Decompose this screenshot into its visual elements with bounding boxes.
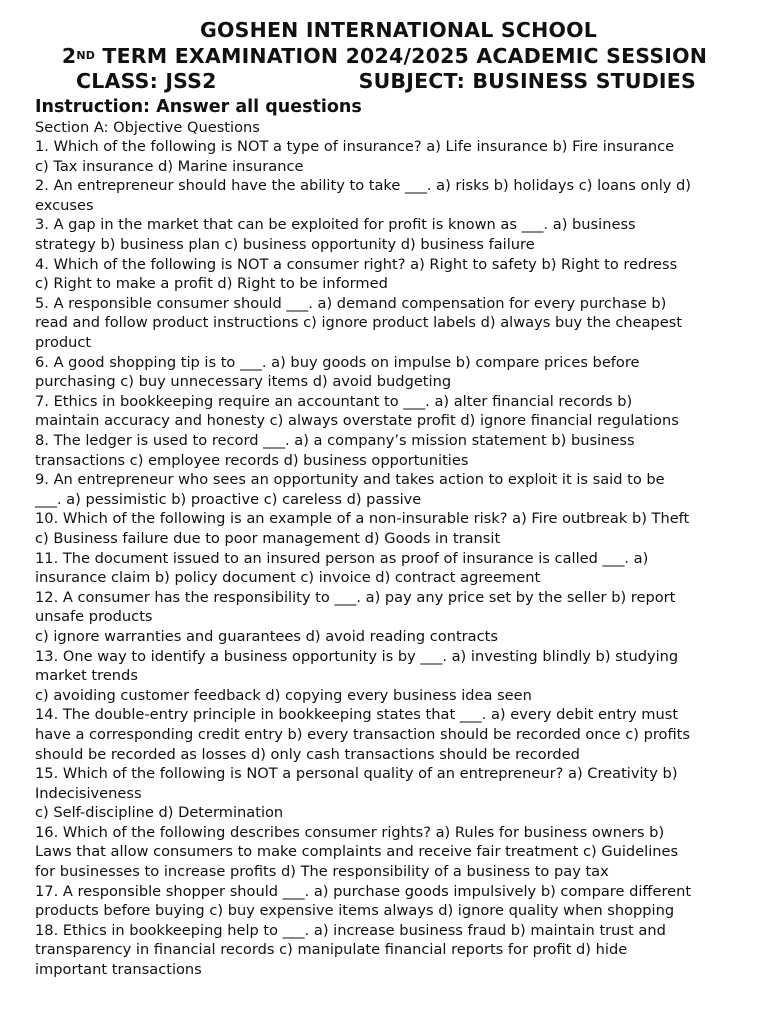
question-line: 3. A gap in the market that can be exploited for profit is known as ___. a) business (35, 216, 636, 234)
question-line: c) Tax insurance d) Marine insurance (35, 157, 304, 175)
question-line: 9. An entrepreneur who sees an opportunity and takes action to exploit it is said to be (35, 471, 665, 489)
question-line: 4. Which of the following is NOT a consumer right? a) Right to safety b) Right to redress (35, 255, 678, 273)
question-line: have a corresponding credit entry b) every transaction should be recorded once c) profits (35, 725, 690, 743)
question-line: 15. Which of the following is NOT a personal quality of an entrepreneur? a) Creativity b) (35, 765, 678, 783)
subject-label: SUBJECT: BUSINESS STUDIES (358, 69, 696, 93)
instruction: Instruction: Answer all questions (35, 96, 362, 117)
questions-body (35, 118, 734, 980)
question-line: strategy b) business plan c) business opportunity d) business failure (35, 236, 535, 254)
question-line: 18. Ethics in bookkeeping help to ___. a) increase business fraud b) maintain trust and (35, 921, 666, 939)
question-line: 8. The ledger is used to record ___. a) a company’s mission statement b) business (35, 432, 635, 449)
question-line: Laws that allow consumers to make complaints and receive fair treatment c) Guidelines (35, 843, 679, 861)
question-line: purchasing c) buy unnecessary items d) avoid budgeting (35, 373, 452, 391)
question-line: 10. Which of the following is an example of a non-insurable risk? a) Fire outbreak b) Theft (35, 510, 690, 528)
question-line: c) avoiding customer feedback d) copying every business idea seen (35, 686, 532, 704)
question-line: 11. The document issued to an insured person as proof of insurance is called ___. a) (35, 549, 649, 567)
question-line: for businesses to increase profits d) The responsibility of a business to pay tax (35, 863, 609, 881)
exam-title-line (35, 44, 734, 70)
question-line: products before buying c) buy expensive items always d) ignore quality when shopping (35, 902, 675, 920)
class-label: CLASS: JSS2 (76, 69, 217, 93)
question-lines (35, 137, 734, 980)
question-line: product (35, 334, 92, 352)
question-line: read and follow product instructions c) ignore product labels d) always buy the cheapest (35, 314, 683, 332)
question-line: excuses (35, 196, 94, 214)
question-line: 13. One way to identify a business opportunity is by ___. a) investing blindly b) studying (35, 647, 679, 665)
question-line: c) ignore warranties and guarantees d) avoid reading contracts (35, 627, 498, 645)
question-line: 2. An entrepreneur should have the ability to take ___. a) risks b) holidays c) loans only d) (35, 177, 691, 195)
question-line: unsafe products (35, 608, 153, 626)
question-line: c) Business failure due to poor management d) Goods in transit (35, 529, 501, 547)
question-line: important transactions (35, 961, 202, 979)
question-line: 17. A responsible shopper should ___. a) purchase goods impulsively b) compare different (35, 882, 692, 900)
question-line: c) Right to make a profit d) Right to be informed (35, 275, 388, 293)
question-line: 5. A responsible consumer should ___. a) demand compensation for every purchase b) (35, 294, 667, 312)
term-ordinal: 2 (61, 43, 77, 68)
question-line: transactions c) employee records d) business opportunities (35, 451, 469, 469)
question-line: 7. Ethics in bookkeeping require an accountant to ___. a) alter financial records b) (35, 392, 633, 410)
question-line: 6. A good shopping tip is to ___. a) buy goods on impulse b) compare prices before (35, 353, 640, 371)
question-line: 14. The double-entry principle in bookkeeping states that ___. a) every debit entry must (35, 706, 679, 724)
exam-header (35, 18, 734, 95)
question-line: 16. Which of the following describes consumer rights? a) Rules for business owners b) (35, 823, 665, 841)
exam-title: TERM EXAMINATION 2024/2025 ACADEMIC SESSION (102, 43, 708, 68)
question-line: transparency in financial records c) manipulate financial reports for profit d) hide (35, 941, 628, 959)
question-line: Indecisiveness (35, 784, 142, 802)
question-line: insurance claim b) policy document c) invoice d) contract agreement (35, 569, 541, 587)
question-line: 1. Which of the following is NOT a type of insurance? a) Life insurance b) Fire insurance (35, 138, 675, 156)
question-line: maintain accuracy and honesty c) always overstate profit d) ignore financial regulations (35, 412, 679, 430)
question-line: ___. a) pessimistic b) proactive c) careless d) passive (35, 490, 422, 508)
term-suffix: ND (76, 48, 96, 62)
question-line: 12. A consumer has the responsibility to ___. a) pay any price set by the seller b) report (35, 588, 676, 606)
section-title: Section A: Objective Questions (35, 118, 260, 136)
question-line: c) Self-discipline d) Determination (35, 804, 284, 822)
school-name: GOSHEN INTERNATIONAL SCHOOL (199, 18, 597, 42)
question-line: should be recorded as losses d) only cash transactions should be recorded (35, 745, 580, 763)
class-subject-line (35, 69, 734, 95)
question-line: market trends (35, 667, 138, 685)
